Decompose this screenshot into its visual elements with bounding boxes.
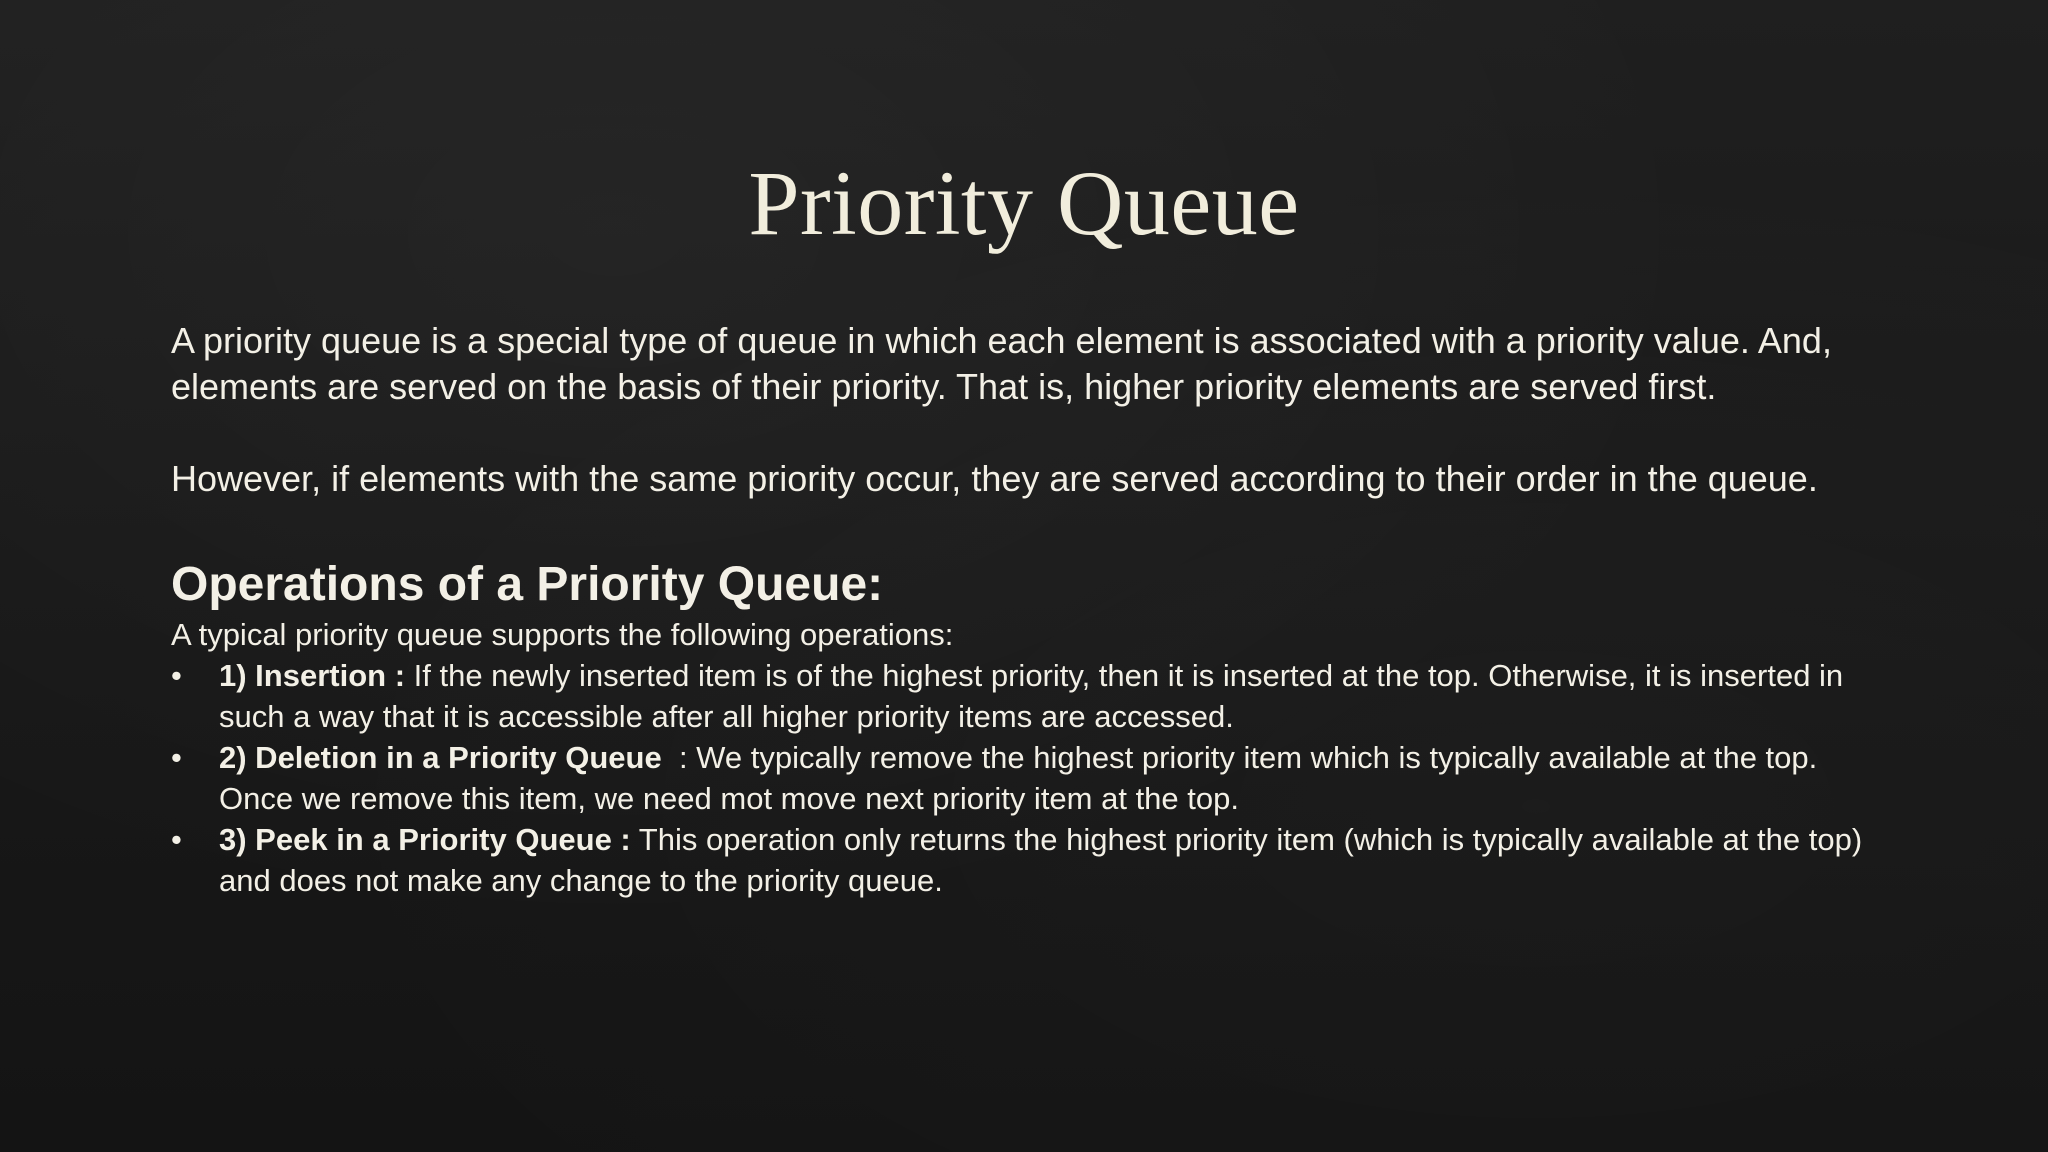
definition-paragraph: A priority queue is a special type of queue in which each element is associated with a priority value. And, elements are served on the basis of their priority. That is, higher priority elements are served first. (171, 320, 1832, 407)
bullet-icon: • (171, 740, 182, 775)
operation-title: 1) Insertion : (219, 658, 406, 693)
operation-deletion (171, 737, 1891, 819)
operation-text: : We typically remove the highest priority item which is typically available at the top. Once we remove this item, we need mot move next priority item at the top. (219, 740, 1826, 816)
operations-heading: Operations of a Priority Queue: (171, 558, 884, 611)
ordering-paragraph: However, if elements with the same priority occur, they are served according to their order in the queue. (171, 458, 1818, 499)
operation-text: If the newly inserted item is of the highest priority, then it is inserted at the top. Otherwise, it is inserted in such a way that it is accessible after all higher priority items are accessed. (219, 658, 1852, 734)
operation-title: 3) Peek in a Priority Queue : (219, 822, 631, 857)
operations-intro: A typical priority queue supports the following operations: (171, 617, 954, 652)
operation-text: This operation only returns the highest priority item (which is typically available at the top) and does not make any change to the priority queue. (219, 822, 1871, 898)
operation-peek (171, 819, 1891, 901)
slide-content (171, 318, 1891, 901)
operation-title: 2) Deletion in a Priority Queue (219, 740, 662, 775)
operation-insertion (171, 655, 1891, 737)
operations-list (171, 655, 1891, 901)
slide-title: Priority Queue (748, 152, 1300, 254)
bullet-icon: • (171, 822, 182, 857)
bullet-icon: • (171, 658, 182, 693)
